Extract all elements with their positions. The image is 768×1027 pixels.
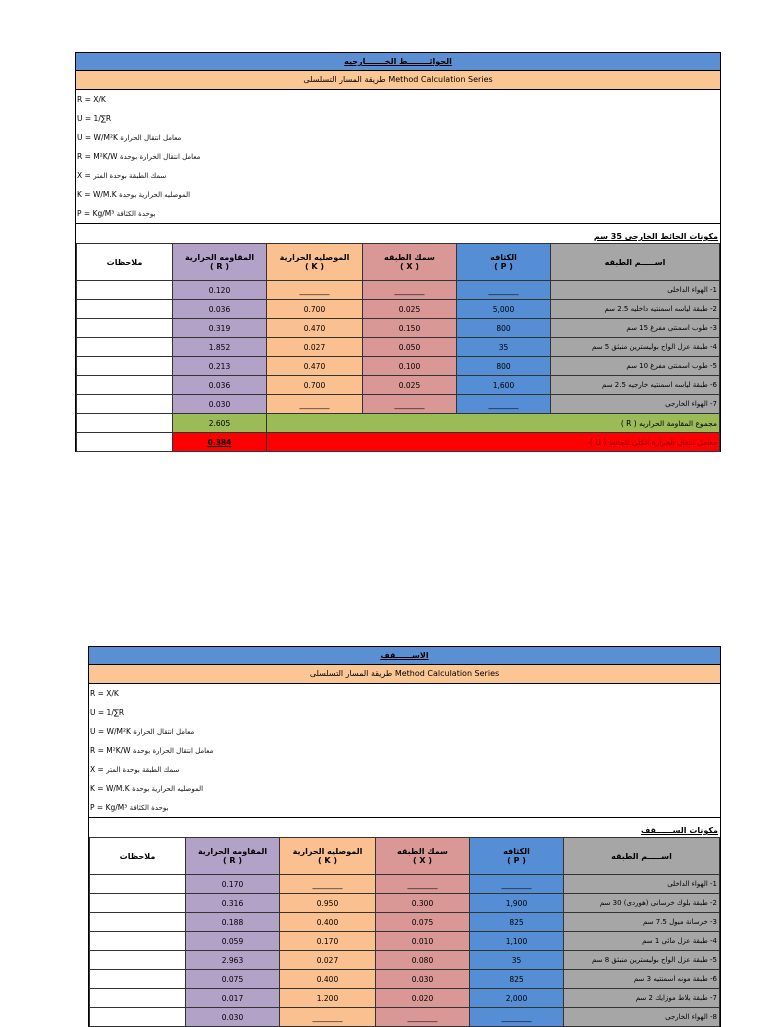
- density-cell: ________: [470, 1008, 564, 1027]
- definition-formula: X =: [90, 765, 104, 774]
- u-label: معامل انتقال الحرارة الكلى للحائط ( U ): [267, 433, 720, 452]
- notes-cell: [77, 376, 173, 395]
- definition-text: معامل انتقال الحرارة بوحدة: [133, 747, 214, 755]
- notes-cell: [90, 970, 186, 989]
- notes-cell: [90, 913, 186, 932]
- density-cell: 825: [470, 970, 564, 989]
- definition-text: بوحدة الكثافة: [129, 804, 169, 812]
- thickness-cell: 0.010: [376, 932, 470, 951]
- density-cell: 2,000: [470, 989, 564, 1008]
- layer-name-cell: 7- طبقة بلاط موزايك 2 سم: [564, 989, 720, 1008]
- definition-row: [89, 722, 720, 741]
- notes-cell: [90, 989, 186, 1008]
- conductivity-cell: 0.027: [267, 338, 363, 357]
- definition-formula: K = W/M.K: [90, 784, 130, 793]
- layer-row: [90, 913, 720, 932]
- density-cell: 825: [470, 913, 564, 932]
- sum-r-label: مجموع المقاومة الحراريه ( R ): [267, 414, 720, 433]
- definition-formula: R = X/K: [77, 95, 106, 104]
- definition-row: [89, 741, 720, 760]
- conductivity-cell: 0.950: [280, 894, 376, 913]
- header-layer-name: اســـــم الطبقه: [551, 244, 720, 281]
- density-cell: 35: [470, 951, 564, 970]
- density-cell: ________: [470, 875, 564, 894]
- notes-cell: [90, 875, 186, 894]
- layer-name-cell: 8- الهواء الخارجى: [564, 1008, 720, 1027]
- layer-name-cell: 3- خرسانة ميول 7.5 سم: [564, 913, 720, 932]
- conductivity-cell: 0.400: [280, 970, 376, 989]
- definition-text: معامل انتقال الحرارة بوحدة: [120, 153, 201, 161]
- header-resistance: المقاومه الحرارية ( R ): [173, 244, 267, 281]
- notes-cell: [77, 357, 173, 376]
- notes-cell: [77, 281, 173, 300]
- thickness-cell: 0.075: [376, 913, 470, 932]
- header-thickness: سمك الطبقه ( X ): [363, 244, 457, 281]
- conductivity-cell: 0.700: [267, 376, 363, 395]
- wall-method: طريقة المسار التسلسلى Method Calculation Series: [76, 71, 720, 90]
- header-resistance: المقاومه الحرارية ( R ): [186, 838, 280, 875]
- resistance-cell: 0.319: [173, 319, 267, 338]
- notes-cell: [90, 951, 186, 970]
- resistance-cell: 0.213: [173, 357, 267, 376]
- density-cell: 800: [457, 357, 551, 376]
- definition-text: معامل انتقال الحرارة: [133, 728, 195, 736]
- definition-row: [76, 185, 720, 204]
- layer-name-cell: 2- طبقة لياسه اسمنتيه داخليه 2.5 سم: [551, 300, 720, 319]
- roof-table: [89, 837, 720, 1027]
- density-cell: 1,600: [457, 376, 551, 395]
- resistance-cell: 0.059: [186, 932, 280, 951]
- resistance-cell: 0.316: [186, 894, 280, 913]
- notes-cell: [77, 319, 173, 338]
- layer-name-cell: 3- طوب اسمنتى مفرغ 15 سم: [551, 319, 720, 338]
- layer-row: [90, 989, 720, 1008]
- layer-row: [77, 281, 720, 300]
- density-cell: 1,100: [470, 932, 564, 951]
- wall-definitions: [76, 90, 720, 223]
- definition-formula: U = W/M²K: [90, 727, 131, 736]
- layer-row: [77, 338, 720, 357]
- u-notes-cell: [77, 433, 173, 452]
- layer-row: [77, 357, 720, 376]
- layer-row: [77, 300, 720, 319]
- layer-name-cell: 5- طوب اسمنتى مفرغ 10 سم: [551, 357, 720, 376]
- roof-method: طريقة المسار التسلسلى Method Calculation Series: [89, 665, 720, 684]
- thickness-cell: 0.150: [363, 319, 457, 338]
- definition-row: [76, 109, 720, 128]
- resistance-cell: 0.036: [173, 300, 267, 319]
- header-thickness: سمك الطبقه ( X ): [376, 838, 470, 875]
- thickness-cell: 0.030: [376, 970, 470, 989]
- thickness-cell: 0.025: [363, 376, 457, 395]
- thickness-cell: 0.100: [363, 357, 457, 376]
- wall-header-row: [77, 244, 720, 281]
- wall-sheet: [75, 52, 721, 452]
- roof-header-row: [90, 838, 720, 875]
- conductivity-cell: ________: [280, 875, 376, 894]
- density-cell: 35: [457, 338, 551, 357]
- conductivity-cell: 0.400: [280, 913, 376, 932]
- header-density: الكثافه ( P ): [470, 838, 564, 875]
- header-notes: ملاحظات: [90, 838, 186, 875]
- resistance-cell: 0.036: [173, 376, 267, 395]
- conductivity-cell: ________: [280, 1008, 376, 1027]
- thickness-cell: ________: [376, 1008, 470, 1027]
- notes-cell: [90, 894, 186, 913]
- conductivity-cell: 0.470: [267, 357, 363, 376]
- definition-text: سمك الطبقة بوحدة المتر: [93, 172, 167, 180]
- layer-name-cell: 6- طبقة لياسه اسمنتيه خارجيه 2.5 سم: [551, 376, 720, 395]
- definition-row: [89, 779, 720, 798]
- conductivity-cell: ________: [267, 281, 363, 300]
- definition-row: [76, 90, 720, 109]
- u-value: 0.384: [173, 433, 267, 452]
- definition-row: [89, 684, 720, 703]
- thickness-cell: 0.080: [376, 951, 470, 970]
- header-conductivity: الموصليه الحرارية ( K ): [280, 838, 376, 875]
- layer-row: [90, 894, 720, 913]
- wall-title: الحوائــــــــط الخـــــــارجيه: [76, 52, 720, 71]
- resistance-cell: 0.188: [186, 913, 280, 932]
- roof-sheet: [88, 646, 721, 1027]
- layer-name-cell: 2- طبقة بلوك خرسانى (هوردى) 30 سم: [564, 894, 720, 913]
- header-density: الكثافه ( P ): [457, 244, 551, 281]
- resistance-cell: 0.030: [173, 395, 267, 414]
- resistance-cell: 0.170: [186, 875, 280, 894]
- conductivity-cell: 0.027: [280, 951, 376, 970]
- sum-r-value: 2.605: [173, 414, 267, 433]
- notes-cell: [77, 395, 173, 414]
- wall-u-row: [77, 433, 720, 452]
- roof-definitions: [89, 684, 720, 817]
- layer-name-cell: 1- الهواء الداخلى: [564, 875, 720, 894]
- layer-row: [77, 376, 720, 395]
- definition-formula: U = W/M²K: [77, 133, 118, 142]
- layer-name-cell: 4- طبقة عزل الواح بوليسترين منبثق 5 سم: [551, 338, 720, 357]
- density-cell: 800: [457, 319, 551, 338]
- sum-notes-cell: [77, 414, 173, 433]
- wall-section-title: مكونات الحائط الخارجى 35 سم: [76, 223, 720, 243]
- definition-row: [89, 703, 720, 722]
- thickness-cell: 0.050: [363, 338, 457, 357]
- thickness-cell: 0.300: [376, 894, 470, 913]
- resistance-cell: 0.120: [173, 281, 267, 300]
- density-cell: ________: [457, 395, 551, 414]
- thickness-cell: ________: [363, 395, 457, 414]
- thickness-cell: 0.020: [376, 989, 470, 1008]
- resistance-cell: 0.075: [186, 970, 280, 989]
- definition-formula: X =: [77, 171, 91, 180]
- thickness-cell: ________: [376, 875, 470, 894]
- roof-title: الاســــــقف: [89, 646, 720, 665]
- definition-text: بوحدة الكثافة: [116, 210, 156, 218]
- wall-sum-row: [77, 414, 720, 433]
- layer-name-cell: 4- طبقة عزل مائى 1 سم: [564, 932, 720, 951]
- conductivity-cell: 0.470: [267, 319, 363, 338]
- resistance-cell: 0.030: [186, 1008, 280, 1027]
- definition-row: [76, 147, 720, 166]
- layer-name-cell: 7- الهواء الخارجى: [551, 395, 720, 414]
- notes-cell: [77, 300, 173, 319]
- definition-formula: R = M²K/W: [90, 746, 131, 755]
- layer-row: [90, 970, 720, 989]
- definition-formula: R = M²K/W: [77, 152, 118, 161]
- conductivity-cell: 0.700: [267, 300, 363, 319]
- definition-formula: U = 1/∑R: [90, 708, 125, 717]
- notes-cell: [90, 932, 186, 951]
- resistance-cell: 1.852: [173, 338, 267, 357]
- header-notes: ملاحظات: [77, 244, 173, 281]
- density-cell: ________: [457, 281, 551, 300]
- definition-text: معامل انتقال الحرارة: [120, 134, 182, 142]
- roof-section-title: مكونات الســــــقف: [89, 817, 720, 837]
- conductivity-cell: 1.200: [280, 989, 376, 1008]
- header-conductivity: الموصليه الحرارية ( K ): [267, 244, 363, 281]
- definition-row: [76, 166, 720, 185]
- resistance-cell: 2.963: [186, 951, 280, 970]
- definition-text: الموصليه الحرارية بوحدة: [119, 191, 191, 199]
- thickness-cell: 0.025: [363, 300, 457, 319]
- definition-formula: R = X/K: [90, 689, 119, 698]
- density-cell: 5,000: [457, 300, 551, 319]
- conductivity-cell: ________: [267, 395, 363, 414]
- definition-row: [76, 204, 720, 223]
- definition-formula: U = 1/∑R: [77, 114, 112, 123]
- definition-text: سمك الطبقة بوحدة المتر: [106, 766, 180, 774]
- layer-row: [77, 319, 720, 338]
- notes-cell: [77, 338, 173, 357]
- conductivity-cell: 0.170: [280, 932, 376, 951]
- layer-name-cell: 1- الهواء الداخلى: [551, 281, 720, 300]
- definition-row: [89, 798, 720, 817]
- layer-name-cell: 6- طبقة مونه اسمنتيه 3 سم: [564, 970, 720, 989]
- layer-row: [90, 875, 720, 894]
- thickness-cell: ________: [363, 281, 457, 300]
- definition-text: الموصليه الحرارية بوحدة: [132, 785, 204, 793]
- layer-row: [90, 932, 720, 951]
- layer-row: [90, 951, 720, 970]
- definition-row: [76, 128, 720, 147]
- resistance-cell: 0.017: [186, 989, 280, 1008]
- definition-row: [89, 760, 720, 779]
- layer-row: [77, 395, 720, 414]
- definition-formula: K = W/M.K: [77, 190, 117, 199]
- density-cell: 1,900: [470, 894, 564, 913]
- header-layer-name: اســـــم الطبقه: [564, 838, 720, 875]
- definition-formula: P = Kg/M³: [90, 803, 128, 812]
- wall-table: [76, 243, 720, 452]
- definition-formula: P = Kg/M³: [77, 209, 115, 218]
- layer-name-cell: 5- طبقة عزل الواح بوليسترين منبثق 8 سم: [564, 951, 720, 970]
